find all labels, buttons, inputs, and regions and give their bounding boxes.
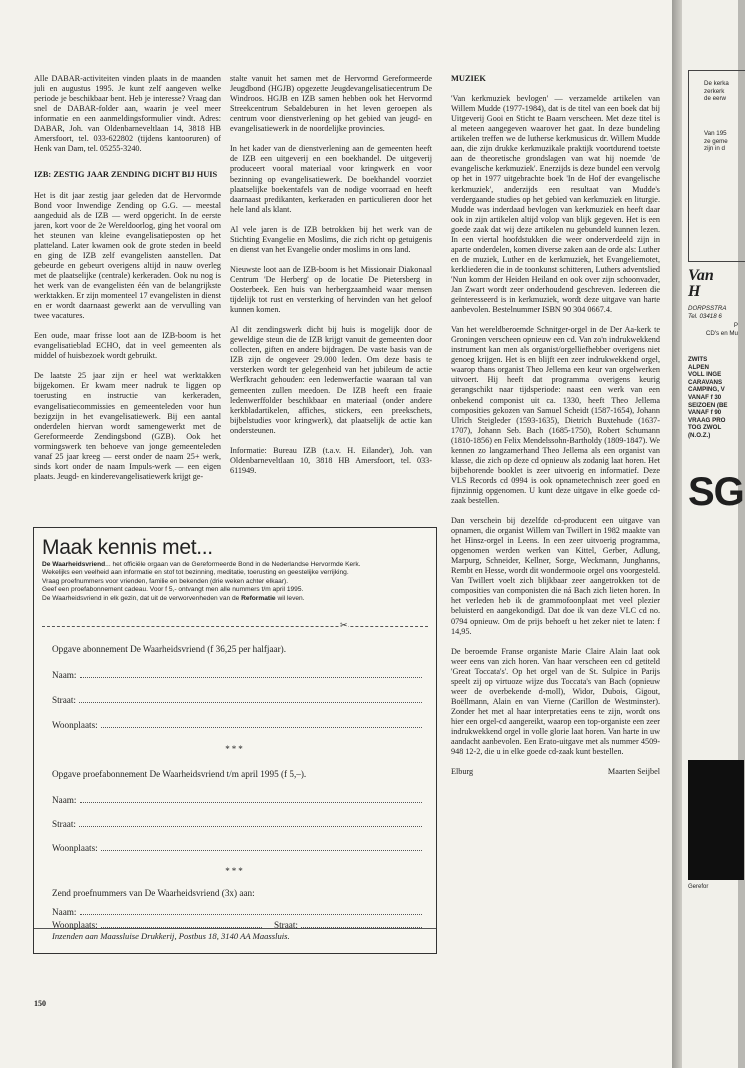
straat-label-1: Straat:	[52, 695, 76, 705]
muziek-paragraph-4: De beroemde Franse organiste Marie Claire Alain laat ook weer eens van zich horen. Van haar verscheen een cd getiteld 'Great Toccata's'. Op het orgel van de St. Sulpice in Parijs speelt zij op virtuoze wijze dus Toccata's van Bach (opnieuw weer de overbekende d-moll), Widor, Dubois, Gigout, Boëllmann, Alain en van Vierne (Carillon de Westminster). Zonder het met al haar interpretaties eens te zijn, wordt ons hier een orgel-cd aangereikt, waarop een top-organiste een zeer indrukwekkend orgel in volle glorie laat horen. Van harte in uw aandacht aanbevolen. Een Erato-uitgave met als nummer 4509-948 12-2, die u in elke goede cd-zaak kunt bestellen.	[451, 646, 660, 757]
izb-paragraph-6: Al vele jaren is de IZB betrokken bij het werk van de Stichting Evangelie en Moslims, die zich richt op getuigenis en dienst van het Evangelie onder moslims in ons land.	[230, 224, 432, 254]
form-intro-line5-pre: De Waarheidsvriend in elk gezin, dat uit de verworvenheden van de	[42, 594, 242, 602]
izb-paragraph-1: Het is dit jaar zestig jaar geleden dat de Hervormde Bond voor Inwendige Zending op G.G. — meestal aangeduid als de IZB — werd opgericht. In de eerste jaren, kort voor de 2e Wereldoorlog, ging het vooral om het steunen van kleine evangelisatieposten op het platteland. Later kwamen ook de grote steden in beeld en ging de IZB zelf evangelisten aanstellen. Dat gebeurde en gebeurt overigens altijd in nauw overleg met de plaatselijke (centrale) kerkeraden. Ook nu nog is het werk van de evangelisten één van de belangrijkste werktakken. Er zijn momenteel 17 evangelisten in dienst en er wordt daarnaast gewerkt aan de vervulling van twee vacatures.	[34, 190, 221, 321]
izb-paragraph-2: Een oude, maar frisse loot aan de IZB-boom is het evangelisatieblad ECHO, dat in veel gemeenten als middel of huisbezoek wordt gebruikt.	[34, 331, 221, 361]
article-column-1	[34, 64, 221, 492]
naam-input-2[interactable]	[80, 794, 423, 803]
straat-label-3: Straat:	[274, 920, 298, 930]
page-gutter	[672, 0, 682, 1068]
signature	[451, 767, 660, 777]
naam-label-3: Naam:	[52, 907, 77, 917]
right-page-fragment	[682, 0, 744, 1068]
page-number: 150	[34, 999, 46, 1008]
signature-author: Maarten Seijbel	[607, 767, 660, 777]
izb-paragraph-5: In het kader van de dienstverlening aan de gemeenten heeft de IZB een uitgeverij en een boekhandel. De uitgeverij produceert vooral materiaal voor kringwerk en voor bezinning op evangelisatiewerk. De boekhandel voorziet plaatselijke boekentafels van de nodige voorraad en heeft daarnaast predikanten, kerkeraden en particulieren door het hele land als klant.	[230, 144, 432, 214]
straat-field-2[interactable]	[52, 818, 422, 829]
woonplaats-input-2[interactable]	[101, 842, 422, 851]
woonplaats-label-1: Woonplaats:	[52, 720, 98, 730]
form-intro	[42, 561, 428, 603]
article-column-2	[230, 64, 432, 486]
naam-field-2[interactable]	[52, 794, 422, 805]
straat-label-2: Straat:	[52, 819, 76, 829]
section-proefabonnement	[52, 769, 422, 779]
muziek-paragraph-3: Dan verschein bij dezelfde cd-producent een uitgave van opnamen, die organist Willem van Twillert in 1982 maakte van het Hinsz-orgel in Leens. In een zeer uitvoerig programma, opgenomen werden werken van Kittel, Gerber, Adlung, Marpurg, Schneider, Kellner, Sorge, Weckmann, Junghanns, Rembt en Hesse, wordt dit wondermooie orgel ons voorgesteld. Van Twillert voelt zich blijkbaar zeer aangetrokken tot de composities van componisten die ná Bach zich lieten horen. In het verleden heb ik de grammofoonplaat met veel plezier beluisterd en aangekondigd. Dat doe ik van deze VLC cd no. 0794 opnieuw. Om de prijs behoeft u het zeker niet te laten: f 14,95.	[451, 516, 660, 636]
right-box-text-1: De kerka zerkerk de eerw	[704, 80, 729, 103]
right-box-text-2: Van 195 ze geme zijn in d	[704, 130, 728, 153]
naam-label-2: Naam:	[52, 795, 77, 805]
big-letters: SG	[688, 470, 744, 514]
subscription-form	[33, 527, 437, 954]
woonplaats-input-1[interactable]	[101, 719, 422, 728]
section-proefabonnement-label: Opgave proefabonnement De Waarheidsvriend t/m april 1995 (f 5,–).	[52, 769, 307, 779]
straat-input-1[interactable]	[79, 694, 422, 703]
izb-contact: Informatie: Bureau IZB (t.a.v. H. Eilander), Joh. van Oldenbarneveltlaan 10, 3818 HB Amersfoort, tel. 033-611949.	[230, 445, 432, 475]
naam-input-3[interactable]	[80, 906, 423, 915]
section-proefnummers-label: Zend proefnummers van De Waarheidsvriend (3x) aan:	[52, 888, 255, 898]
shop-logo: Van H	[688, 267, 714, 300]
straat-input-2[interactable]	[79, 818, 422, 827]
article-column-3	[451, 64, 660, 954]
form-intro-line5-post: wil leven.	[275, 594, 305, 602]
naam-field-3[interactable]	[52, 906, 422, 917]
muziek-paragraph-2: Van het wereldberoemde Schnitger-orgel in de Der Aa-kerk te Groningen verscheen opnieuw een cd. Van zo'n indrukwekkend instrument kan men als organist/orgelliefhebber overigens niet genoeg krijgen. Het is en blijft een zeer indrukwekkend orgel, waarop thans organist Theo Jellema een keur van orgelwerken uitvoert. Hij heeft dat programma overigens keurig gerangschikt naar tijdsperiode: naast een werk van een onbekend componist uit ca. 1330, heeft Theo Jellema composities gekozen van Samuel Scheidt (1587-1654), Johann Ulrich Steigleder (1593-1635), Dietrich Buxtehude (1637-1707), Johann Seb. Bach (1685-1750), Robert Schumann (1810-1856) en Felix Mendelssohn-Bartholdy (1809-1847). We kennen zo langzamerhand Theo Jellema als een organist van klasse, die zich op deze cd opnieuw als zodanig laat horen. Het bijbehorende booklet is zeer uitvoerig en informatief. Deze VLS Records cd 0994 is ook opnametechnisch zeer goed en fijnzinnig opgenomen. U kunt deze uitgave in elke goede cd-zaak bestellen.	[451, 325, 660, 505]
form-footer: Inzenden aan Maassluise Drukkerij, Postbus 18, 3140 AA Maassluis.	[52, 931, 290, 941]
straat-input-3[interactable]	[301, 919, 422, 928]
woonplaats-field-1[interactable]	[52, 719, 422, 730]
section-proefnummers	[52, 888, 422, 898]
form-intro-line5-bold: Reformatie	[241, 594, 276, 602]
section-abonnement	[52, 644, 422, 654]
form-footer-divider	[34, 928, 436, 929]
cut-line	[42, 626, 428, 627]
shop-address-2: P CD's en Mu	[705, 322, 738, 337]
woonplaats-label-3: Woonplaats:	[52, 920, 98, 930]
dabar-paragraph: Alle DABAR-activiteiten vinden plaats in de maanden juli en augustus 1995. Je kunt zelf aangeven welke periode je beschikbaar bent. Heb je interesse? Vraag dan snel de DABAR-folder aan, waarin je veel meer informatie en een aanmeldingsformulier vindt. Adres: DABAR, Joh. van Oldenbarneveltlaan 14, 3818 HB Amersfoort, tel. 033-622802 (tijdens kantooruren) of Henk van Dam, tel. 05255-3240.	[34, 74, 221, 154]
separator-stars-2: ***	[225, 866, 245, 876]
izb-paragraph-8: Al dit zendingswerk dicht bij huis is mogelijk door de geweldige steun die de IZB krijgt vanuit de gemeenten door collecten, giften en andere bijdragen. De vaste basis van de IZB zijn de ongeveer 29.000 leden. Om deze basis te versterken wordt ter gelegenheid van het jubileum de actie Werfkracht gehouden: een ledenwerfactie waaraan tal van gemeenten zullen meedoen. De IZB heeft een fraaie ledenwerffolder beschikbaar en materiaal (onder andere kerkbladartikelen, affiches, stickers, een preekschets, bijbelstudies voor kringwerk), dat plaatselijk de actie kan ondersteunen.	[230, 325, 432, 435]
naam-input-1[interactable]	[80, 669, 423, 678]
form-intro-bold: De Waarheidsvriend	[42, 561, 106, 568]
form-intro-rest: ... het officiële orgaan van de Gereformeerde Bond in de Nederlandse Hervormde Kerk.	[105, 561, 361, 568]
photo-caption: Gerefor	[688, 884, 709, 890]
separator-stars-1: ***	[225, 744, 245, 754]
shop-address: DORPSSTRA Tel. 03418 6	[688, 305, 727, 320]
form-intro-line3: Vraag proefnummers voor vrienden, familie en bekenden (drie weken achter elkaar).	[42, 577, 289, 585]
form-intro-line2: Wekelijks een veelheid aan informatie en stof tot bezinning, meditatie, toerusting en geestelijke verrijking.	[42, 569, 349, 577]
form-intro-line4: Geef een proefabonnement cadeau. Voor f 5,- ontvangt men alle nummers t/m april 1995.	[42, 586, 304, 594]
photo	[688, 760, 744, 880]
signature-place: Elburg	[451, 767, 474, 777]
muziek-paragraph-1: 'Van kerkmuziek bevlogen' — verzamelde artikelen van Willem Mudde (1977-1984), dat is de titel van een boek dat bij Uitgeverij Gooi en Sticht te Baarn verscheen. Met deze titel is al meteen aangegeven waarover het gaat. In deze bundeling artikelen treffen we de lutherse kerkmusicus dr. Willem Mudde aan, die zijn drukke kerkmuzikale praktijk voortdurend toetste aan de theoretische grondslagen van wat hij noemde 'de evangelische kerkmuziek'. Enerzijds is deze bundel een vervolg op het in 1977 uitgebrachte boek 'In de Hof der evangelische kerkmuziek', anderzijds een resultaat van Mudde's verdergaande studies op het gebied van kerkmuziek en liturgie. Mudde was inderdaad bevlogen van kerkmuziek en heeft daar ook in zijn artikelen altijd volop van blijk gegeven. Het is een goede zaak dat wij deze artikelen nu gebundeld kunnen lezen. In een viertal hoofdstukken die weer onderverdeeld zijn in aparte onderdelen, komen diverse zaken aan de orde als: Luther en de muziek, Luther en de kerkmuziek, het Evangeliemotet, kerkliederen die in de toonkunst schitteren, Luthers adventslied 'Nun komm der Heiden Heiland en ook over zijn schoonvader, Jan Zwart wordt zeer onderhoudend geschreven. Iedereen die geïnteresseerd is in kerkmuziek, wordt deze uitgave van harte aanbevolen. Bestelnummer ISBN 90 304 0667.4.	[451, 94, 660, 315]
straat-field-1[interactable]	[52, 694, 422, 705]
section-abonnement-label: Opgave abonnement De Waarheidsvriend (f 36,25 per halfjaar).	[52, 644, 287, 654]
scissors-icon: ✂	[340, 620, 348, 630]
izb-paragraph-3: De laatste 25 jaar zijn er heel wat werktakken bijgekomen. Er kwam meer nadruk te liggen op toerusting en instructie van kerkeraden, evangelisatiecommissies en gemeenteleden voor hun bezigzijn in het evangelisatiewerk. Bij een aantal onderdelen hiervan wordt samengewerkt met de Gereformeerde Zendingsbond (GZB). Ook het vormingswerk ten behoeve van jonge gemeenteleden vanaf 25 jaar kreeg — eerst onder de naam 25+ werk, sinds kort onder de naam Impuls-werk — een eigen plaats. Jeugd- en kinderevangelisatiewerk krijgt ge-	[34, 371, 221, 481]
naam-label-1: Naam:	[52, 670, 77, 680]
form-title: Maak kennis met...	[42, 536, 213, 559]
izb-paragraph-7: Nieuwste loot aan de IZB-boom is het Missionair Diakonaal Centrum 'De Herberg' op de locatie De Pietersberg in Oosterbeek. Een huis van herbergzaamheid waar mensen tijdelijk tot rust en versterking of hervinden van het geloof kunnen komen.	[230, 264, 432, 315]
woonplaats-input-3[interactable]	[101, 919, 262, 928]
travel-ad: ZWITS ALPEN VOLL INGE CARAVANS CAMPING, V VANAF f 30 SEIZOEN (BE VANAF f 90 VRAAG PRO TOG ZWOL (N.O.Z.)	[688, 356, 728, 439]
woonplaats-label-2: Woonplaats:	[52, 843, 98, 853]
muziek-heading: MUZIEK	[451, 74, 486, 84]
naam-field-1[interactable]	[52, 669, 422, 680]
izb-paragraph-4: stalte vanuit het samen met de Hervormd Gereformeerde Jeugdbond (HGJB) opgezette Jeugdevangelisatiecentrum De Windroos. HGJB en IZB samen hebben ook het Hervormd Streekcentrum Sebaldeburen in het leven geroepen als centrum voor dienstverlening op het gebied van jeugd- en evangelisatiewerk in de noordelijke provincies.	[230, 74, 432, 134]
woonplaats-field-2[interactable]	[52, 842, 422, 853]
izb-heading: IZB: ZESTIG JAAR ZENDING DICHT BIJ HUIS	[34, 170, 218, 180]
